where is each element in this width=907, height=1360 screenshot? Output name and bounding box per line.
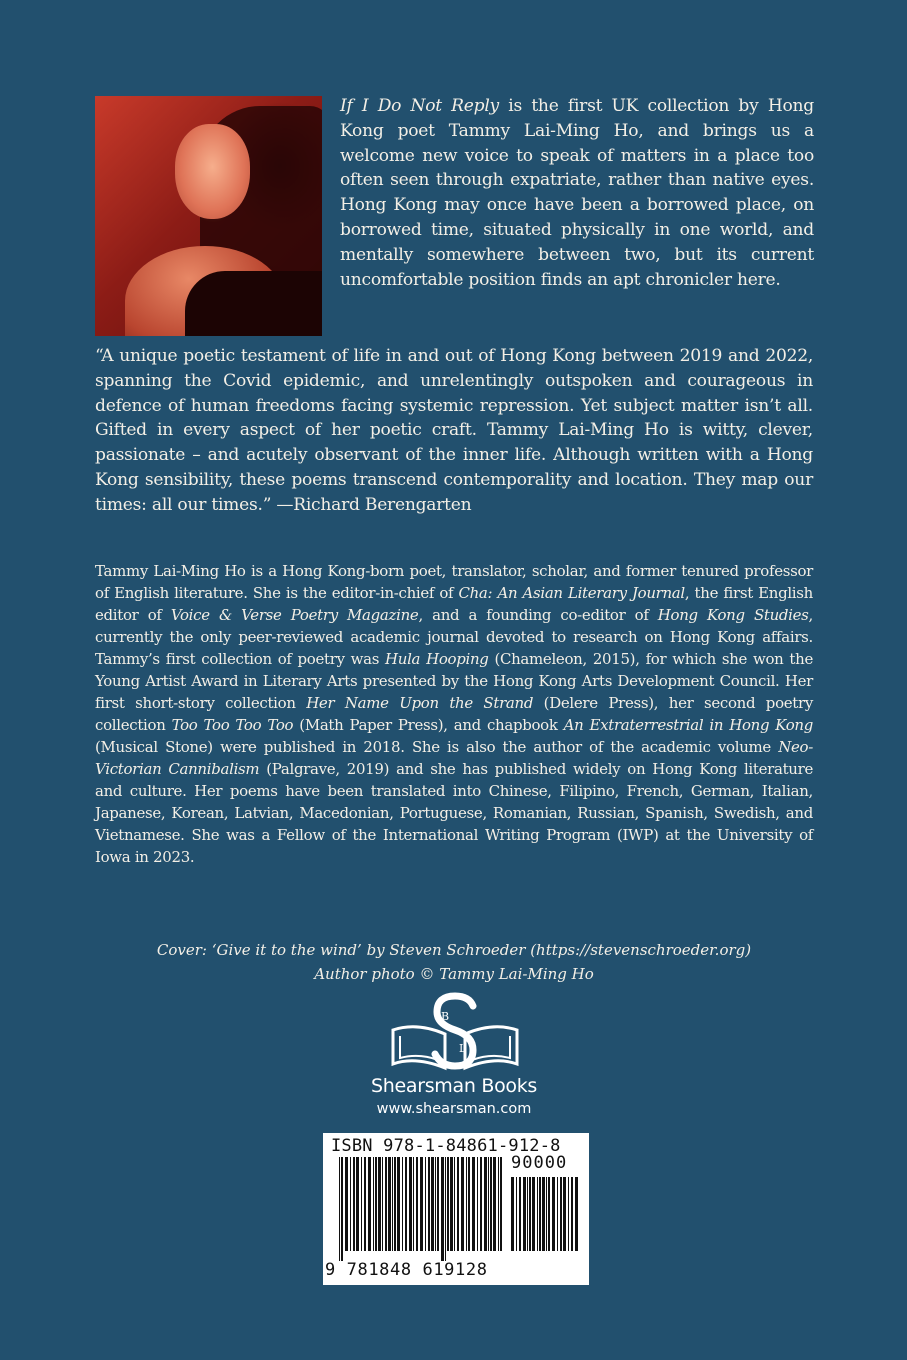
bio-title-hula-hooping: Hula Hooping	[385, 650, 489, 668]
barcode-bar	[571, 1177, 573, 1251]
barcode-bar	[511, 1177, 514, 1251]
barcode-bar	[409, 1157, 412, 1251]
endorsement-quote: “A unique poetic testament of life in and out of Hong Kong between 2019 and 2022, spanning the Covid epidemic, and unrelentingly outspoken and courageous in defence of human freedoms facing systemic repression. Yet subject matter isn’t all. Gifted in every aspect of her poetic craft. Tammy Lai-Ming Ho is witty, clever, passionate – and acutely observant of the inner life. Although written with a Hong Kong sensibility, these poems transcend contemporality and location. They map our times: all our times.” —Richard Berengarten	[95, 346, 813, 515]
barcode-bar	[356, 1157, 359, 1251]
barcode-bar	[405, 1157, 407, 1251]
barcode-bar	[529, 1177, 531, 1251]
price-code: 90000	[511, 1153, 568, 1173]
barcode-bar	[568, 1177, 569, 1251]
author-photo	[95, 96, 322, 336]
photo-face	[175, 124, 250, 219]
logo-letter-l: L	[459, 1042, 467, 1055]
barcode-bar	[428, 1157, 430, 1251]
bio-title-her-name: Her Name Upon the Strand	[306, 694, 534, 712]
barcode-bar	[350, 1157, 351, 1251]
barcode-bar	[375, 1157, 377, 1251]
barcode-bar	[353, 1157, 355, 1251]
barcode-bar	[490, 1157, 492, 1251]
barcode-bar	[420, 1157, 423, 1251]
barcode-bar	[542, 1177, 545, 1251]
barcode-bar	[385, 1157, 387, 1251]
isbn-barcode	[323, 1133, 589, 1285]
bio-title-too-too: Too Too Too Too	[171, 716, 294, 734]
barcode-bar	[500, 1157, 502, 1251]
barcode-bar	[468, 1157, 470, 1251]
barcode-bar	[546, 1177, 547, 1251]
barcode-bar	[516, 1177, 517, 1251]
bio-title-neo-victorian: Neo-Victorian Cannibalism	[95, 738, 813, 778]
barcode-bar	[382, 1157, 383, 1251]
bio-text: Tammy Lai-Ming Ho is a Hong Kong-born poet, translator, scholar, and former tenured professor of English literature. She is the editor-in-chief of	[95, 562, 813, 602]
barcode-bar	[416, 1157, 418, 1251]
barcode-bar	[461, 1157, 464, 1251]
price-addon-bars	[511, 1177, 579, 1261]
photo-credit: Author photo © Tammy Lai-Ming Ho	[314, 965, 594, 983]
barcode-bar	[457, 1157, 459, 1251]
barcode-bar	[488, 1157, 489, 1251]
barcode-bar	[472, 1157, 475, 1251]
barcode-bar	[413, 1157, 414, 1251]
bio-text: (Palgrave, 2019) and she has published widely on Hong Kong literature and culture. Her poems have been translated into Chinese, Filipino, French, German, Italian, Japanese, Korean, Latvian, Macedonian, Portuguese, Romanian, Russian, Spanish, Swedish, and Vietnamese. She was a Fellow of the International Writing Program (IWP) at the University of Iowa in 2023.	[95, 760, 813, 866]
bio-text: , the first English editor of	[95, 584, 813, 624]
bio-title-cha: Cha: An Asian Literary Journal	[458, 584, 685, 602]
cover-credit: Cover: ‘Give it to the wind’ by Steven Schroeder (https://stevenschroeder.org)	[156, 941, 752, 959]
logo-letter-b: B	[441, 1010, 450, 1023]
barcode-bar	[441, 1157, 444, 1261]
barcode-bar	[454, 1157, 455, 1251]
bio-title-hk-studies: Hong Kong Studies	[657, 606, 809, 624]
barcode-bar	[532, 1177, 535, 1251]
barcode-bar	[548, 1177, 550, 1251]
barcode-bar	[345, 1157, 348, 1251]
intro-blurb	[340, 94, 814, 292]
barcode-bar	[477, 1157, 478, 1251]
barcode-bar	[431, 1157, 434, 1251]
bio-text: , currently the only peer-reviewed academic journal devoted to research on Hong Kong affairs. Tammy’s first collection of poetry was	[95, 606, 813, 668]
barcode-bar	[388, 1157, 391, 1251]
book-title: If I Do Not Reply	[340, 96, 499, 116]
ean13-bars	[339, 1157, 505, 1261]
barcode-bar	[341, 1157, 343, 1261]
barcode-bar	[368, 1157, 371, 1251]
barcode-bar	[397, 1157, 400, 1251]
barcode-bar	[552, 1177, 555, 1251]
barcode-bar	[519, 1177, 521, 1251]
barcode-bar	[563, 1177, 566, 1251]
barcode-bar	[364, 1157, 366, 1251]
photo-garment	[185, 271, 322, 336]
bio-text: , and a founding co-editor of	[418, 606, 658, 624]
barcode-bar	[402, 1157, 403, 1251]
barcode-bar	[361, 1157, 362, 1251]
barcode-bar	[493, 1157, 496, 1251]
barcode-bar	[445, 1157, 446, 1261]
bio-text: (Musical Stone) were published in 2018. She is also the author of the academic volume	[95, 738, 779, 756]
isbn-label: ISBN 978-1-84861-912-8	[331, 1136, 561, 1156]
barcode-bar	[466, 1157, 467, 1251]
barcode-bar	[450, 1157, 453, 1251]
intro-text: is the first UK collection by Hong Kong poet Tammy Lai-Ming Ho, and brings us a welcome new voice to speak of matters in a place too often seen through expatriate, rather than native eyes. Hong Kong may once have been a borrowed place, on borrowed time, situated physically in one world, and mentally somewhere between two, but its current uncomfortable position finds an apt chronicler here.	[340, 96, 814, 290]
publisher-name: Shearsman Books	[370, 1075, 538, 1097]
barcode-bar	[498, 1157, 499, 1251]
bio-text: (Delere Press), her second poetry collection	[95, 694, 813, 734]
author-bio	[95, 560, 813, 868]
shearsman-logo-icon	[385, 992, 525, 1074]
barcode-bar	[437, 1157, 439, 1251]
barcode-bar	[575, 1177, 578, 1251]
barcode-bar	[394, 1157, 396, 1251]
barcode-bar	[539, 1177, 541, 1251]
barcode-bar	[339, 1157, 340, 1261]
bio-text: (Math Paper Press), and chapbook	[293, 716, 564, 734]
barcode-bar	[537, 1177, 538, 1251]
barcode-bar	[392, 1157, 393, 1251]
barcode-digits: 9 781848 619128	[325, 1260, 488, 1280]
barcode-bar	[557, 1177, 558, 1251]
barcode-bar	[480, 1157, 482, 1251]
bio-text: (Chameleon, 2015), for which she won the Young Artist Award in Literary Arts presented by the Hong Kong Arts Development Council. Her first short-story collection	[95, 650, 813, 712]
barcode-bar	[435, 1157, 436, 1251]
bio-title-voice-verse: Voice & Verse Poetry Magazine	[170, 606, 419, 624]
barcode-bar	[523, 1177, 526, 1251]
barcode-bar	[447, 1157, 449, 1251]
barcode-bar	[527, 1177, 528, 1251]
barcode-bar	[373, 1157, 374, 1251]
cover-credits	[95, 938, 813, 986]
barcode-bar	[425, 1157, 426, 1251]
barcode-bar	[378, 1157, 381, 1251]
publisher-website[interactable]: www.shearsman.com	[376, 1101, 532, 1117]
bio-title-extraterrestrial: An Extraterrestrial in Hong Kong	[563, 716, 813, 734]
barcode-bar	[484, 1157, 487, 1251]
barcode-bar	[560, 1177, 562, 1251]
